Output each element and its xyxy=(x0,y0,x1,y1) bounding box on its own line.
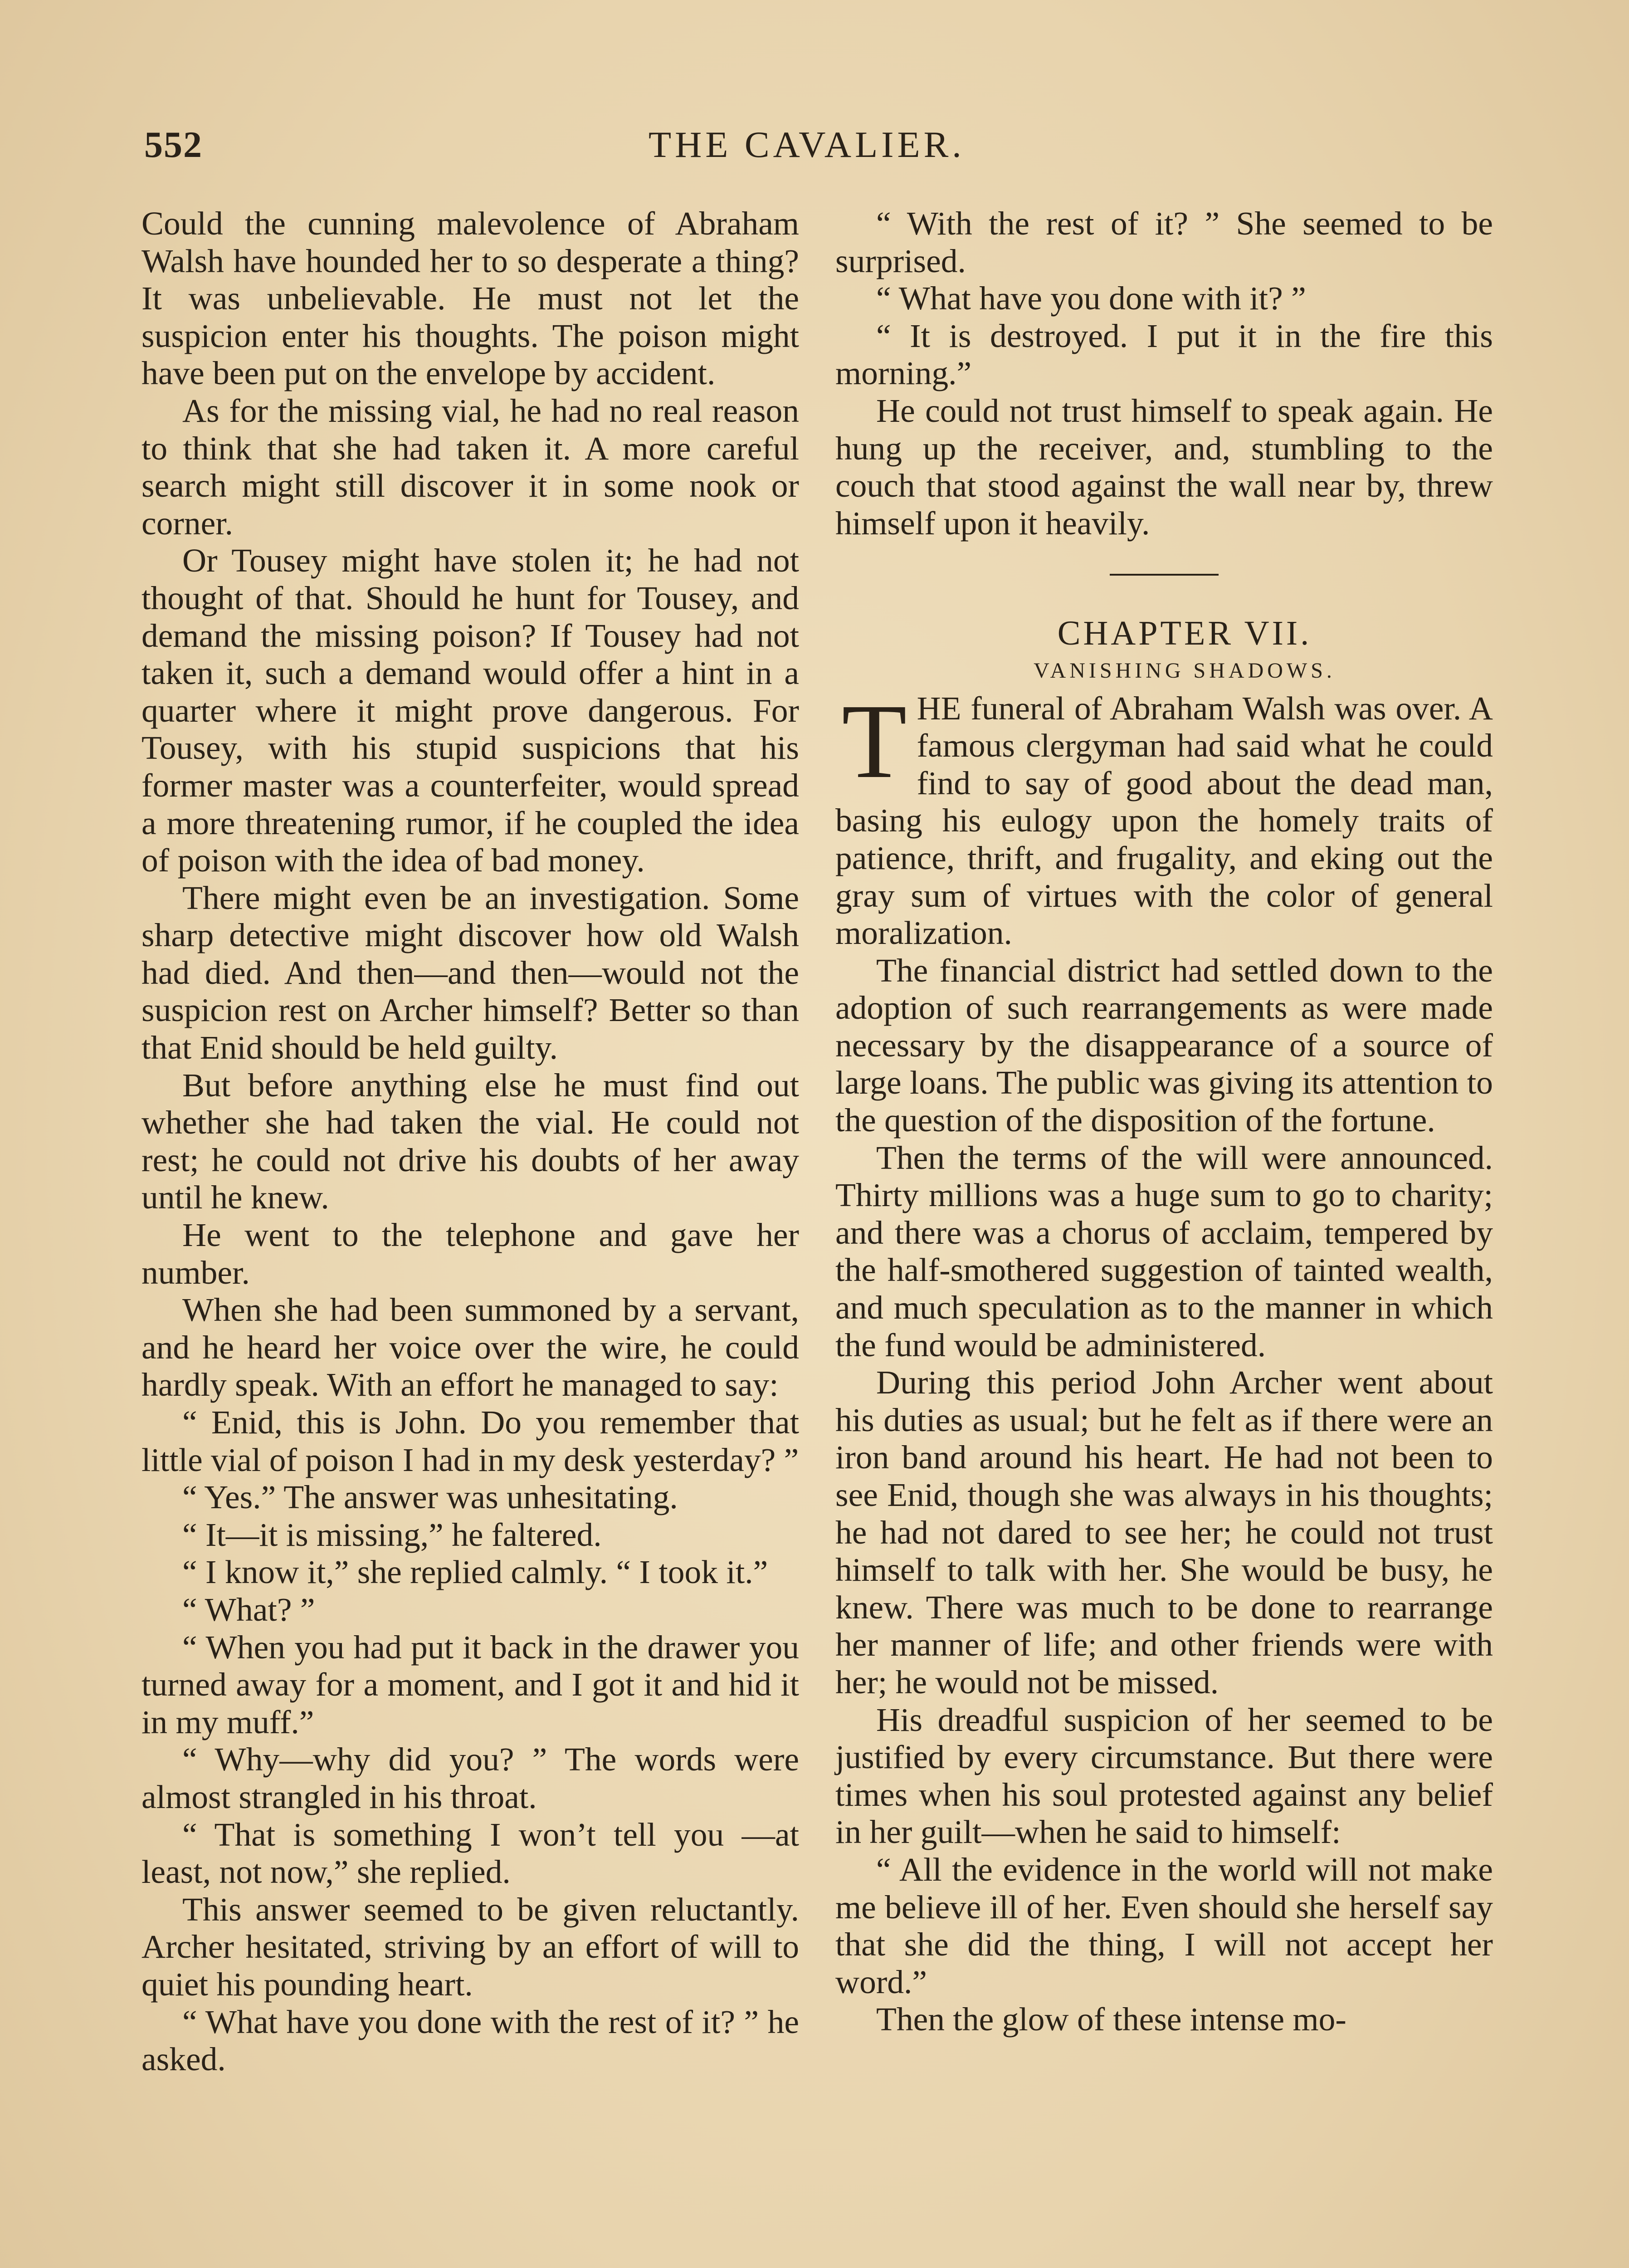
paragraph: He could not trust himself to speak again. He hung up the receiver, and, stumbling to the couch that stood against the wall near by, threw himself upon it heavily. xyxy=(835,392,1493,542)
dialogue-paragraph: “ Enid, this is John. Do you remember that little vial of poison I had in my desk yesterday? ” xyxy=(141,1404,799,1478)
paragraph: This answer seemed to be given reluctantly. Archer hesitated, striving by an effort of will to quiet his pounding heart. xyxy=(141,1891,799,2003)
paragraph: There might even be an investigation. Some sharp detective might discover how old Walsh had died. And then—and then—would not the suspicion rest on Archer himself? Better so than that Enid should be held guilty. xyxy=(141,879,799,1066)
dialogue-paragraph: “ What have you done with it? ” xyxy=(876,280,1306,317)
paragraph: His dreadful suspicion of her seemed to be justified by every circumstance. But there were times when his soul protested against any belief in her guilt—when he said to himself: xyxy=(835,1701,1493,1851)
paragraph: Then the glow of these intense mo- xyxy=(876,2001,1346,2038)
paragraph: As for the missing vial, he had no real reason to think that she had taken it. A more careful search might still discover it in some nook or corner. xyxy=(141,392,799,542)
drop-cap: T xyxy=(842,682,907,800)
paragraph: Or Tousey might have stolen it; he had not thought of that. Should he hunt for Tousey, and demand the missing poison? If Tousey had not taken it, such a demand would offer a hint in a quarter where it might prove dangerous. For Tousey, with his stupid suspicions that his former master was a counterfeiter, would spread a more threatening rumor, if he coupled the idea of poison with the idea of bad money. xyxy=(141,542,799,879)
dialogue-paragraph: “ I know it,” she replied calmly. “ I took it.” xyxy=(182,1554,768,1591)
paragraph: He went to the telephone and gave her number. xyxy=(141,1217,799,1291)
dialogue-paragraph: “ It—it is missing,” he faltered. xyxy=(182,1516,602,1553)
dialogue-paragraph: “ What? ” xyxy=(182,1591,315,1628)
dialogue-paragraph: “ All the evidence in the world will not make me believe ill of her. Even should she herself say that she did the thing, I will not accept her word.” xyxy=(835,1851,1493,2000)
dialogue-paragraph: “ What have you done with the rest of it? ” he asked. xyxy=(141,2003,799,2078)
dialogue-paragraph: “ Why—why did you? ” The words were almost strangled in his throat. xyxy=(141,1741,799,1815)
paragraph: Then the terms of the will were announced. Thirty millions was a huge sum to go to charity; and there was a chorus of acclaim, tempered by the half-smothered suggestion of tainted wealth, and much speculation as to the manner in which the fund would be administered. xyxy=(835,1139,1493,1364)
paragraph: But before anything else he must find out whether she had taken the vial. He could not rest; he could not drive his doubts of her away until he knew. xyxy=(141,1066,799,1216)
paragraph: When she had been summoned by a servant, and he heard her voice over the wire, he could hardly speak. With an effort he managed to say: xyxy=(141,1291,799,1403)
paragraph: During this period John Archer went about his duties as usual; but he felt as if there were an iron band around his heart. He had not been to see Enid, though she was always in his thoughts; he had not dared to see her; he could not trust himself to talk with her. She would be busy, he knew. There was much to be done to rearrange her manner of life; and other friends were with her; he would not be missed. xyxy=(835,1364,1493,1701)
page-number: 552 xyxy=(144,124,203,165)
dialogue-paragraph: “ That is something I won’t tell you —at least, not now,” she replied. xyxy=(141,1816,799,1891)
chapter-subtitle: VANISHING SHADOWS. xyxy=(1034,658,1336,683)
dialogue-paragraph: “ When you had put it back in the drawer you turned away for a moment, and I got it and hid it in my muff.” xyxy=(141,1628,799,1740)
opening-text: HE funeral of Abraham Walsh was over. A famous clergyman had said what he could find to say of good about the dead man, basing his eulogy upon the homely traits of patience, thrift, and frugality, and eking out the gray sum of virtues with the color of general moralization. xyxy=(835,689,1493,952)
paragraph: The financial district had settled down to the adoption of such rearrangements as were made necessary by the disappearance of a source of large loans. The public was giving its attention to the question of the disposition of the fortune. xyxy=(835,952,1493,1139)
section-divider xyxy=(1110,574,1219,576)
paragraph: Could the cunning malevolence of Abraham Walsh have hounded her to so desperate a thing? It was unbelievable. He must not let the suspicion enter his thoughts. The poison might have been put on the envelope by accident. xyxy=(141,205,799,392)
right-column xyxy=(835,205,1493,2038)
chapter-opening-paragraph xyxy=(835,682,1493,952)
dialogue-paragraph: “ It is destroyed. I put it in the fire this morning.” xyxy=(835,317,1493,392)
left-column xyxy=(141,205,799,2078)
dialogue-paragraph: “ With the rest of it? ” She seemed to be surprised. xyxy=(835,205,1493,279)
chapter-title: CHAPTER VII. xyxy=(1057,614,1312,653)
running-head: THE CAVALIER. xyxy=(649,124,965,165)
dialogue-paragraph: “ Yes.” The answer was unhesitating. xyxy=(182,1479,678,1516)
